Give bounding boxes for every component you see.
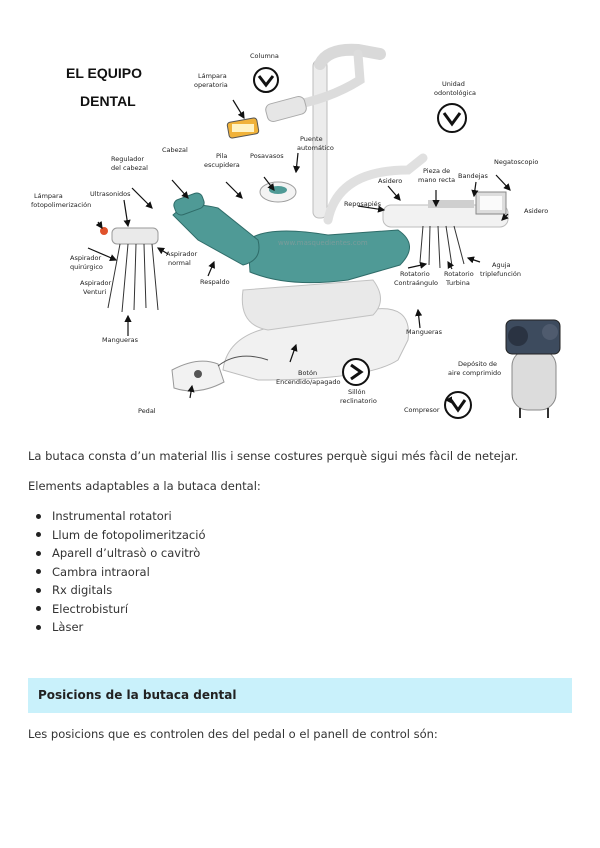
label-sillon-2: reclinatorio [340,397,377,405]
label-boton-2: Encendido/apagado [276,378,341,386]
label-pieza-1: Pieza de [423,167,451,175]
label-bandejas: Bandejas [458,172,488,180]
label-lampara-foto-2: fotopolimerización [31,201,92,209]
label-boton-1: Botón [298,369,318,377]
column-chevron-icon [254,68,278,92]
label-asidero-2: Asidero [524,207,549,215]
bullet-icon [36,569,41,574]
list-item [36,526,205,545]
label-lampara-op-2: operatoria [194,81,228,89]
list-item [36,618,205,637]
label-reposapies: Reposapiés [344,200,382,208]
section-heading: Posicions de la butaca dental [38,688,237,702]
label-aspirador-n-1: Aspirador [166,250,198,258]
label-aspirador-n-2: normal [168,259,191,267]
label-pedal: Pedal [138,407,156,415]
list-item [36,544,205,563]
label-pila-1: Pila [216,152,228,160]
label-cabezal: Cabezal [162,146,188,154]
label-lampara-op-1: Lámpara [198,72,227,80]
label-puente-2: automático [297,144,334,152]
list-item-text: Rx digitals [52,583,113,597]
chair-chevron-icon [343,359,369,385]
label-puente-1: Puente [300,135,323,143]
paragraph-adaptable-elements: Elements adaptables a la butaca dental: [28,479,261,493]
label-mangueras-2: Mangueras [406,328,442,336]
label-aspirador-q-1: Aspirador [70,254,102,262]
label-aguja-2: triplefunción [480,270,521,278]
label-ultrasonidos: Ultrasonidos [90,190,131,198]
label-mangueras-1: Mangueras [102,336,138,344]
list-item [36,600,205,619]
label-rotatorio-3: Rotatorio [444,270,474,278]
label-columna: Columna [250,52,279,60]
label-rotatorio-2: Contraángulo [394,279,438,287]
air-compressor [506,320,560,418]
bullet-icon [36,606,41,611]
paragraph-positions: Les posicions que es controlen des del pedal o el panell de control són: [28,727,438,741]
list-item-text: Cambra intraoral [52,564,150,579]
list-item-text: Electrobisturí [52,601,129,616]
bullet-icon [36,532,41,537]
label-aspirador-q-2: quirúrgico [70,263,103,271]
dental-equipment-figure [28,40,576,430]
label-sillon-1: Sillón [348,388,366,396]
label-aspirador-v-1: Aspirador [80,279,112,287]
list-item-text: Llum de fotopolimerització [52,527,206,542]
label-unidad-1: Unidad [442,80,465,88]
list-item [36,581,205,600]
figure-title-line1: EL EQUIPO [66,65,142,81]
bullet-icon [36,625,41,630]
label-unidad-2: odontológica [434,89,476,97]
compressor-chevron-icon [445,392,471,418]
list-item-text: Làser [52,620,84,634]
bullet-icon [36,514,41,519]
label-aspirador-v-2: Venturi [83,288,107,296]
label-respaldo: Respaldo [200,278,230,286]
label-pieza-2: mano recta [418,176,456,184]
label-regulador-1: Regulador [111,155,145,163]
list-item-text: Aparell d’ultrasò o cavitrò [52,546,201,560]
label-rotatorio-1: Rotatorio [400,270,430,278]
label-aguja-1: Aguja [492,261,511,269]
label-deposito-1: Depósito de [458,360,498,368]
bullet-icon [36,551,41,556]
label-asidero-1: Asidero [378,177,403,185]
label-rotatorio-4: Turbina [446,279,470,287]
label-deposito-2: aire comprimido [448,369,502,377]
figure-title-line2: DENTAL [80,93,136,109]
adaptable-elements-list [36,507,205,637]
label-negatoscopio: Negatoscopio [494,158,539,166]
label-pila-2: escupidera [204,161,240,169]
list-item [36,563,205,582]
bullet-icon [36,588,41,593]
left-instrument-holder [100,227,158,312]
label-regulador-2: del cabezal [111,164,148,172]
label-posavasos: Posavasos [250,152,284,160]
section-heading-band [28,678,572,713]
list-item [36,507,205,526]
list-item-text: Instrumental rotatori [52,509,172,523]
label-compresor: Compresor [404,406,440,414]
operating-lamp [227,118,259,139]
watermark: www.masquedientes.com [278,239,368,247]
unit-chevron-icon [438,104,466,132]
label-lampara-foto-1: Lámpara [34,192,63,200]
paragraph-chair-material: La butaca consta d’un material llis i sense costures perquè sigui més fàcil de netejar. [28,449,519,463]
